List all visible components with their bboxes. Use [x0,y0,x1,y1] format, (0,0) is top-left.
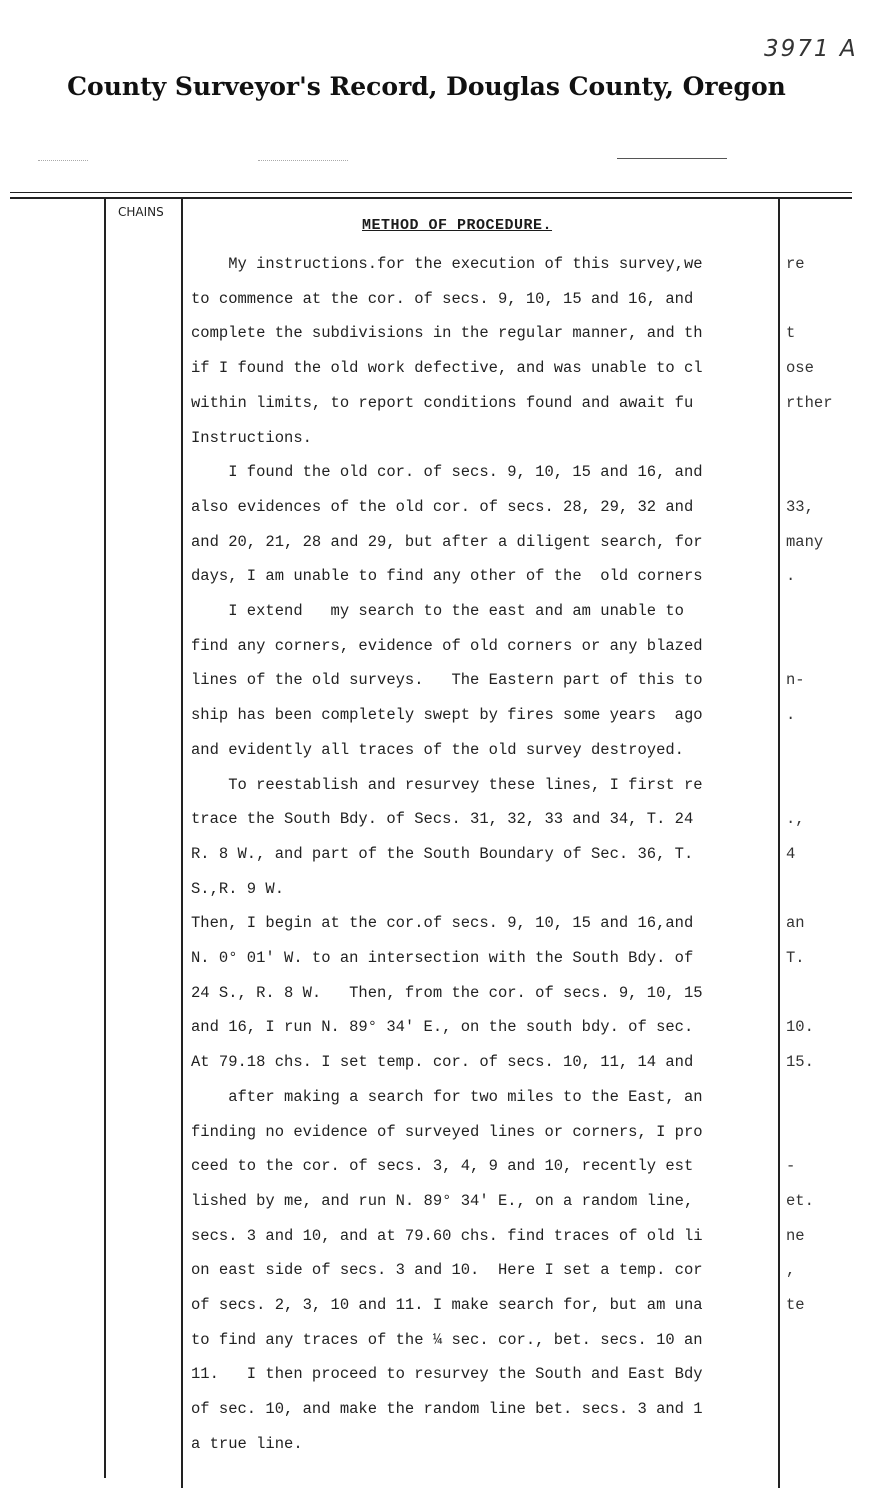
document-number: 3971 A [764,36,858,62]
margin-note: - [786,1157,796,1176]
right-text-line [778,198,780,1488]
body-line: At 79.18 chs. I set temp. cor. of secs. 10, 11, 14 and [191,1053,694,1072]
page-title: County Surveyor's Record, Douglas County, Oregon [67,72,786,101]
margin-note: 33, [786,497,814,516]
chains-column-label: CHAINS [118,205,164,219]
body-line: ship has been completely swept by fires some years ago [191,706,703,725]
body-line: trace the South Bdy. of Secs. 31, 32, 33 and 34, T. 24 [191,810,694,829]
margin-note: many [786,532,824,551]
left-margin-line [104,198,106,1478]
margin-note: te [786,1296,805,1314]
body-line: lished by me, and run N. 89° 34' E., on a random line, [191,1191,694,1210]
body-line: of sec. 10, and make the random line bet. secs. 3 and 1 [191,1400,703,1419]
margin-note: t [786,324,796,343]
body-line: R. 8 W., and part of the South Boundary of Sec. 36, T. [191,844,694,863]
margin-note: et. [786,1191,814,1210]
body-line: lines of the old surveys. The Eastern part of this to [191,671,703,690]
margin-note: 4 [786,844,796,863]
body-line: days, I am unable to find any other of the old corners [191,567,703,586]
section-heading: METHOD OF PROCEDURE. [362,217,553,234]
body-line: ceed to the cor. of secs. 3, 4, 9 and 10, recently est [191,1157,694,1176]
margin-note: an [786,914,805,933]
body-line: on east side of secs. 3 and 10. Here I set a temp. cor [191,1261,703,1280]
body-line: I extend my search to the east and am unable to [191,602,684,620]
body-line: to find any traces of the ¼ sec. cor., bet. secs. 10 an [191,1330,703,1349]
top-rule-1 [10,192,852,193]
body-line: complete the subdivisions in the regular manner, and th [191,324,703,343]
margin-note: . [786,706,796,725]
header-solid-rule-right [617,158,727,159]
top-rule-2 [10,197,852,199]
body-line: if I found the old work defective, and was unable to cl [191,359,703,378]
body-line: find any corners, evidence of old corners or any blazed [191,636,703,655]
body-line: a true line. [191,1434,303,1453]
margin-note: 10. [786,1018,814,1037]
body-line: Then, I begin at the cor.of secs. 9, 10, 15 and 16,and [191,914,694,933]
body-line: Instructions. [191,428,312,447]
body-line: also evidences of the old cor. of secs. 28, 29, 32 and [191,497,694,516]
margin-note: ose [786,359,814,378]
chains-column-line [181,198,183,1488]
body-line: 11. I then proceed to resurvey the South and East Bdy [191,1365,703,1384]
body-line: and 16, I run N. 89° 34' E., on the south bdy. of sec. [191,1018,694,1037]
margin-note: re [786,255,805,273]
margin-note: T. [786,949,805,967]
margin-note: , [786,1261,796,1280]
body-line: N. 0° 01' W. to an intersection with the South Bdy. of [191,949,694,967]
body-line: and evidently all traces of the old survey destroyed. [191,740,684,759]
header-dotted-rule-left [38,160,88,161]
margin-note: ., [786,810,814,829]
body-line: S.,R. 9 W. [191,879,285,898]
body-line: finding no evidence of surveyed lines or corners, I pro [191,1122,703,1141]
body-line: after making a search for two miles to the East, an [191,1087,703,1106]
body-line: I found the old cor. of secs. 9, 10, 15 and 16, and [191,463,703,482]
body-line: of secs. 2, 3, 10 and 11. I make search for, but am una [191,1296,703,1314]
margin-note: 15. [786,1053,814,1072]
body-line: 24 S., R. 8 W. Then, from the cor. of secs. 9, 10, 15 [191,983,703,1002]
margin-note: ne [786,1226,805,1245]
header-dotted-rule-middle [258,160,348,161]
body-line: My instructions.for the execution of this survey,we [191,255,703,273]
body-line: To reestablish and resurvey these lines, I first re [191,775,703,794]
body-line: secs. 3 and 10, and at 79.60 chs. find traces of old li [191,1226,703,1245]
body-line: within limits, to report conditions found and await fu [191,393,694,412]
margin-note: n- [786,671,805,690]
body-line: and 20, 21, 28 and 29, but after a diligent search, for [191,532,703,551]
body-line: to commence at the cor. of secs. 9, 10, 15 and 16, and [191,289,694,308]
margin-note: rther [786,393,833,412]
margin-note: . [786,567,796,586]
